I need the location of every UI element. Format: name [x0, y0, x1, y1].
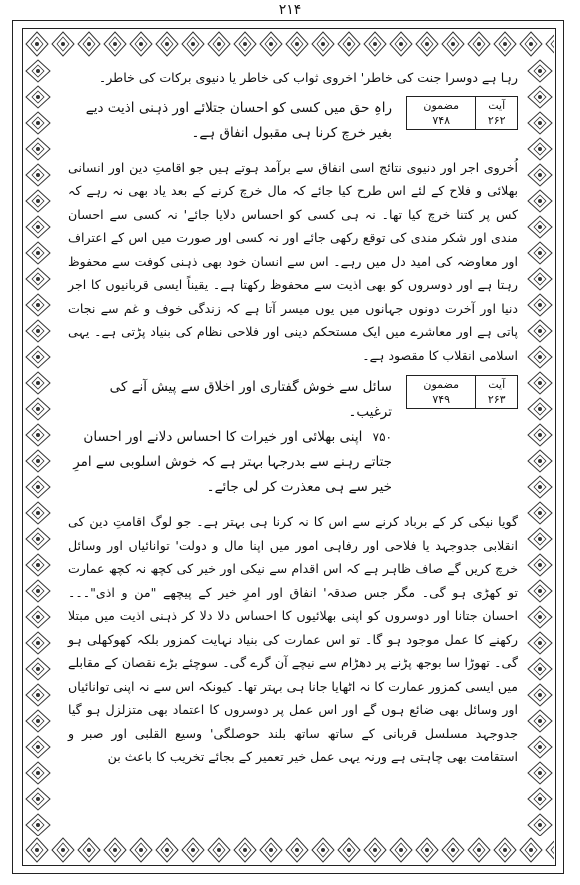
ornament-border-right — [526, 58, 554, 836]
mazmoon-label: مضمون — [423, 378, 459, 391]
mazmoon-item-number: ۷۵۰ — [372, 430, 392, 444]
paragraph-1: اُخروی اجر اور دنیوی نتائج اسی انفاق سے برآمد ہوتے ہیں جو اقامتِ دین اور انسانی بھلائی و فلاح کے لئے اس طرح کیا جائے کہ مال خرچ کرنے کے بعد یاد بھی نہ رہے کہ کس پر کتنا خرچ کیا تھا۔ نہ ہی کسی کو احساس دلایا جائے' نہ کسی سے احسان مندی اور شکر مندی کی توقع رکھی جائے اور نہ کسی اور صورت میں اس کے اعتراف اور معاوضہ کی امید دل میں رہے۔ اس سے انسان خود بھی ذہنی کوفت سے محفوظ رہتا ہے اور دوسروں کو بھی اذیت سے محفوظ رکھتا ہے۔ یقیناً ایسی قربانیوں کا اجر دنیا اور آخرت دونوں جہانوں میں یوں میسر آتا ہے کہ زندگی خوف و غم سے نجات پاتی ہے اور معاشرے میں ایک مستحکم دینی اور فلاحی نظام کی بنیاد پڑتی ہے۔ یہی اسلامی انقلاب کا مقصود ہے۔ — [68, 159, 518, 363]
verse-line-2-text: اپنی بھلائی اور خیرات کا احساس دلانے اور احسان جتاتے رہنے سے بدرجہا بہتر ہے کہ خوش اسلوبی سے امرِ خیر سے ہی معذرت کر لی جائے۔ — [73, 429, 392, 495]
verse-text-1: راہِ حق میں کسی کو احسان جتلائے اور ذہنی اذیت دیے بغیر خرچ کرنا ہی مقبول انفاق ہے۔ — [85, 99, 392, 141]
ayat-cell — [476, 376, 518, 409]
ayat-label: آیت — [488, 98, 506, 112]
ornament-border-left — [24, 58, 52, 836]
verse-line-2 — [68, 425, 392, 500]
page-content — [68, 66, 518, 866]
ayat-label: آیت — [488, 378, 506, 391]
ornament-border-top — [24, 30, 554, 58]
opening-line: رہا ہے دوسرا جنت کی خاطر' اخروی ثواب کی خاطر یا دنیوی برکات کی خاطر۔ — [98, 70, 518, 85]
mazmoon-cell — [407, 376, 476, 409]
mazmoon-number: ۷۴۹ — [432, 393, 451, 406]
paragraph-2: گویا نیکی کر کے برباد کرنے سے اس کا نہ کرنا ہی بہتر ہے۔ جو لوگ اقامتِ دین کی انقلابی جدوجہد یا فلاحی اور رفاہی امور میں اپنا مال و دولت' توانائیاں اور وسائل خرچ کریں گے صاف ظاہر ہے کہ اس اقدام سے نیکی اور خیر کی کچھ نہ کچھ عمارت تو کھڑی ہو گی۔ مگر جس صدقہ' انفاق اور امرِ خیر کے پیچھے "من و اذی"۔۔۔ احسان جتانا اور دوسروں کو اپنی بھلائیوں کا احساس دلا دلا کر ذہنی اذیت میں مبتلا رکھنے کا عمل موجود ہو گا۔ تو اس عمارت کی بنیاد نہایت کمزور بلکہ کھوکھلی ہو گی۔ تھوڑا سا بوجھ پڑنے پر دھڑام سے نیچے آن گرے گی۔ سوچئے بڑے نقصان کے مقابلے میں ایسی کمزور عمارت کا نہ اٹھایا جانا ہی بہتر تھا۔ کیونکہ اس سے نہ اپنی توانائیاں اور وسائل بھی ضائع ہوں گے اور اس عمل پر دوسروں کا اعتماد بھی متزلزل ہو گیا جدوجہد مسلسل قربانی کے ساتھ ساتھ بلند حوصلگی' وسیع القلبی اور صبر و استقامت بھی چاہتی ہے ورنہ یہی عمل خیر تعمیر کے بجائے تخریب کا باعث بن — [68, 514, 518, 764]
verse-block-2 — [68, 375, 518, 500]
ayat-number: ۲۶۲ — [487, 113, 506, 127]
verse-text-2 — [68, 375, 406, 500]
ayat-number: ۲۶۳ — [487, 393, 506, 406]
verse-reference-1 — [406, 96, 518, 130]
page-number: ۲۱۴ — [278, 2, 302, 18]
mazmoon-cell — [407, 96, 476, 129]
mazmoon-number: ۷۴۸ — [432, 113, 451, 127]
verse-reference-2 — [406, 375, 518, 409]
verse-block-1 — [68, 96, 518, 146]
mazmoon-label: مضمون — [423, 98, 459, 112]
ayat-cell — [476, 96, 518, 129]
verse-line-1: سائل سے خوش گفتاری اور اخلاق سے پیش آنے کی ترغیب۔ — [109, 379, 392, 420]
